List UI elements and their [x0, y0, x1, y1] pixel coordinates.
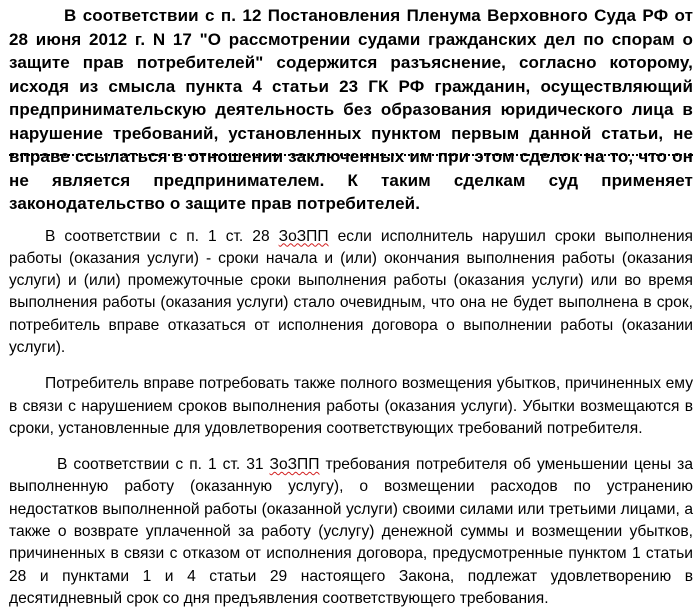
paragraph-3-text-after: требования потребителя об уменьшении цены за выполненную работу (оказанную услугу), о возмещении расходов по устранению недостатков выполненной работы (оказанной услуги) своими силами или третьими лицами, а также о возврате уплаченной за работу (услугу) денежной суммы и возмещении убытков, причиненных в связи с отказом от исполнения договора, предусмотренные пунктом 1 статьи 28 и пунктами 1 и 4 статьи 29 настоящего Закона, подлежат удовлетворению в десятидневный срок со дня предъявления соответствующего требования.	[9, 456, 693, 607]
dotted-separator	[9, 154, 693, 156]
bold-paragraph-resolution: В соответствии с п. 12 Постановления Пленума Верховного Суда РФ от 28 июня 2012 г. N 17 "О рассмотрении судами гражданских дел по спорам о защите прав потребителей" содержится разъяснение, согласно которому, исходя из смысла пункта 4 статьи 23 ГК РФ гражданин, осуществляющий предпринимательскую деятельность без образования юридического лица в нарушение требований, установленных пунктом первым данной статьи, не вправе ссылаться в отношении заключенных им при этом сделок на то, что он не является предпринимателем. К таким сделкам суд применяет законодательство о защите прав потребителей.	[9, 6, 693, 213]
spellcheck-term[interactable]: ЗоЗПП	[269, 456, 320, 474]
spellcheck-term[interactable]: ЗоЗПП	[278, 227, 329, 245]
paragraph-1-text-before: В соответствии с п. 1 ст. 28	[45, 227, 279, 245]
paragraph-damages: Потребитель вправе потребовать также полного возмещения убытков, причиненных ему в связи с нарушением сроков выполнения работы (оказания услуги). Убытки возмещаются в сроки, установленные для удовлетворения соответствующих требований потребителя.	[9, 375, 693, 437]
paragraph-1-text-after: если исполнитель нарушил сроки выполнения работы (оказания услуги) - сроки начала и (или) окончания выполнения работы (оказания услуги) и (или) промежуточные сроки выполнения работы (оказания услуги) или во время выполнения работы (оказания услуги) стало очевидным, что она не будет выполнена в срок, потребитель вправе отказаться от исполнения договора о выполнении работы (оказании услуги).	[9, 227, 693, 356]
paragraph-article-31	[9, 454, 693, 610]
paragraph-article-28	[9, 226, 693, 360]
paragraph-3-text-before: В соответствии с п. 1 ст. 31	[57, 456, 270, 474]
